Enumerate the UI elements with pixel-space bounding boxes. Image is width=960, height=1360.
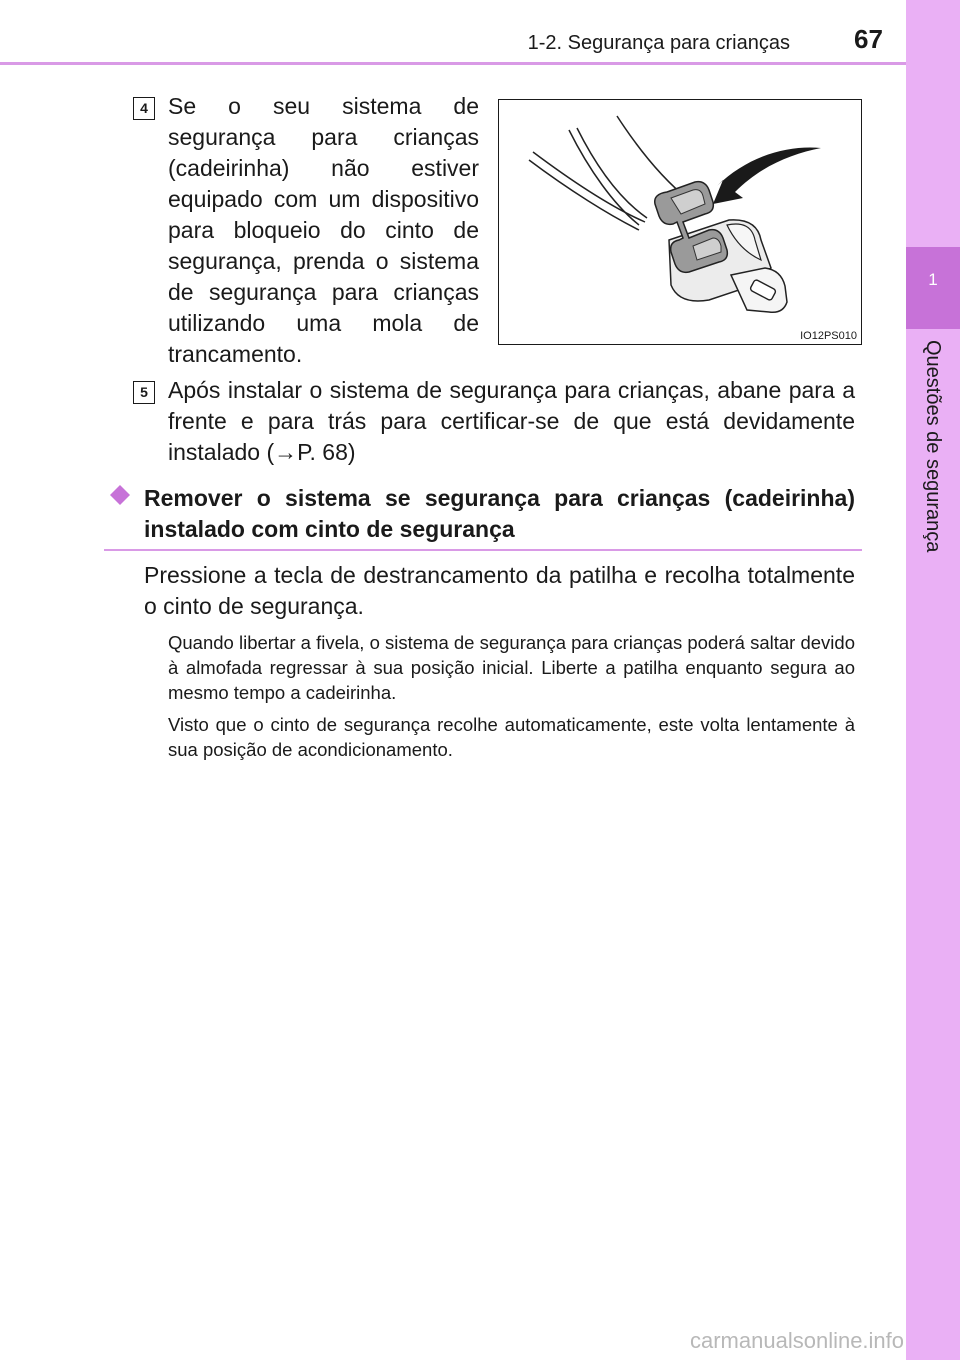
seatbelt-buckle-illustration: [499, 100, 860, 343]
section-title: Remover o sistema se segurança para crianças (cadeirinha) instalado com cinto de segurança: [144, 485, 855, 542]
figure-code: IO12PS010: [800, 330, 857, 342]
step-badge-5: 5: [133, 381, 155, 404]
header-rule: [0, 62, 906, 65]
chapter-label: Questões de segurança: [922, 340, 944, 553]
side-tab-strip: [906, 0, 960, 1360]
section-rule: [104, 549, 862, 551]
note-2: Visto que o cinto de segurança recolhe automaticamente, este volta lentamente à sua posição de acondicionamento.: [168, 714, 855, 760]
curved-arrow-icon: [713, 147, 821, 204]
seatbelt-figure: [498, 99, 862, 345]
watermark: carmanualsonline.info: [690, 1328, 905, 1353]
chapter-number: 1: [928, 270, 938, 289]
body-paragraph: Pressione a tecla de destrancamento da patilha e recolha totalmente o cinto de segurança.: [144, 562, 855, 619]
step-4-text: Se o seu sistema de segurança para crianças (cadeirinha) não estiver equipado com um dispositivo para bloqueio do cinto de segurança, prenda o sistema de segurança para crianças utilizando uma mola de trancamento.: [168, 93, 479, 367]
step-badge-4: 4: [133, 97, 155, 120]
page-number: 67: [854, 24, 883, 54]
diamond-bullet-icon: [110, 485, 130, 505]
step-5-text: Após instalar o sistema de segurança para crianças, abane para a frente e para trás para certificar-se de que está devidamente instalado (→P. 68): [168, 377, 855, 465]
note-1: Quando libertar a fivela, o sistema de segurança para crianças poderá saltar devido à almofada regressar à sua posição inicial. Liberte a patilha enquanto segura ao mesmo tempo a cadeirinha.: [168, 632, 855, 703]
running-head: 1-2. Segurança para crianças: [527, 32, 790, 54]
